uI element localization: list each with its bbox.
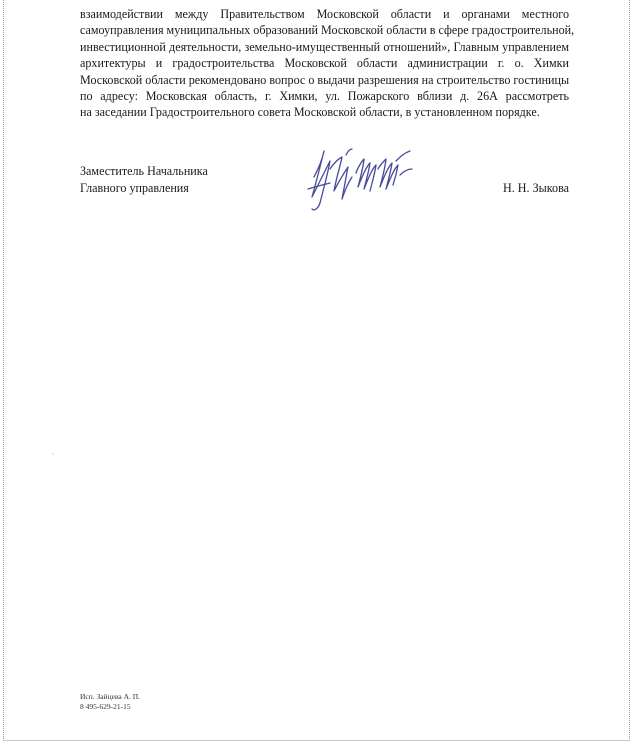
body-line: на заседании Градостроительного совета Московской области, в установленном порядке. [80,105,540,120]
body-line: инвестиционной деятельности, земельно-имущественный отношений», Главным управлением [80,39,569,54]
body-line: взаимодействии между Правительством Московской области и органами местного [80,7,569,21]
signature-block [80,163,569,223]
letter-body [80,6,575,121]
scan-speck [52,453,54,455]
signer-position-line-1: Заместитель Начальника [80,164,208,178]
body-line: по адресу: Московская область, г. Химки, ул. Пожарского вблизи д. 26А рассмотреть [80,89,569,104]
body-line: самоуправления муниципальных образований Московской области в сфере градостроительной, [80,23,575,38]
signer-name: Н. Н. Зыкова [503,181,569,195]
signer-position-line-2: Главного управления [80,181,189,195]
executor-name: Исп. Зайцева А. П. [80,692,141,701]
body-line: Московской области рекомендовано вопрос о выдачи разрешения на строительство гостиницы [80,72,570,87]
body-line: архитектуры и градостроительства Московской области администрации г. о. Химки [80,56,569,71]
executor-phone: 8 495-629-21-15 [80,702,131,711]
signer-position [80,163,208,197]
handwritten-signature [300,139,424,219]
executor-note [80,692,140,712]
